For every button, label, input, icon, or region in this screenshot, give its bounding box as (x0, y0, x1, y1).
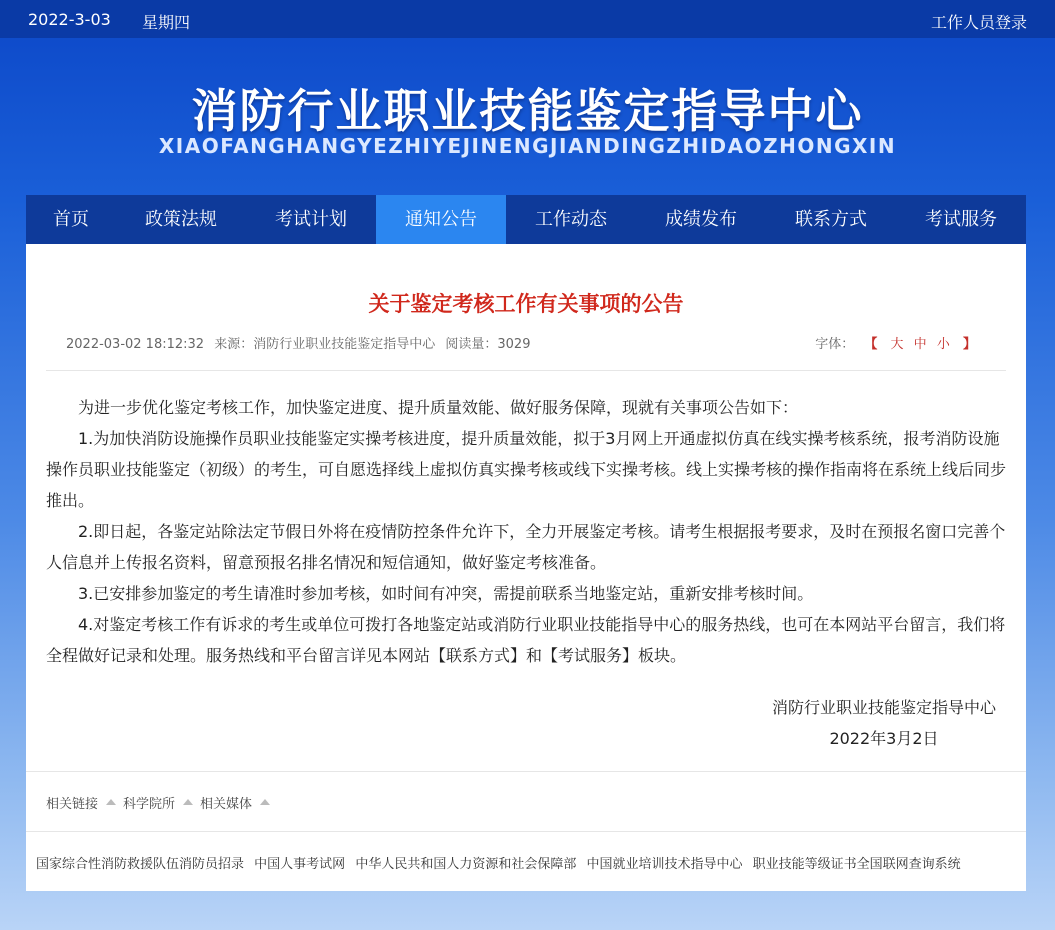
footer-links (36, 853, 967, 872)
divider (26, 831, 1026, 832)
nav-item-home[interactable]: 首页 (53, 209, 89, 230)
nav-item-notices[interactable]: 通知公告 (376, 195, 506, 244)
site-banner (0, 38, 1055, 195)
bracket-open: 【 (864, 337, 878, 352)
nav-item-policy[interactable]: 政策法规 (145, 209, 217, 230)
font-size-switcher (815, 333, 982, 352)
site-title-pinyin: XIAOFANGHANGYEZHIYEJINENGJIANDINGZHIDAOZHONGXIN (158, 134, 897, 158)
footer-link-personnel-exam[interactable]: 中国人事考试网 (254, 857, 346, 872)
bracket-close: 】 (962, 337, 976, 352)
triangle-up-icon (260, 799, 270, 805)
divider (26, 771, 1026, 772)
triangle-up-icon (106, 799, 116, 805)
top-bar (0, 0, 1055, 38)
footer-link-firefighter-recruit[interactable]: 国家综合性消防救援队伍消防员招录 (36, 857, 245, 872)
divider (46, 370, 1006, 371)
font-size-medium-button[interactable]: 中 (913, 337, 927, 352)
footer-link-mohrss[interactable]: 中华人民共和国人力资源和社会保障部 (355, 857, 577, 872)
triangle-up-icon (183, 799, 193, 805)
article-paragraph: 3.已安排参加鉴定的考生请准时参加考核，如时间有冲突，需提前联系当地鉴定站，重新安排考核时间。 (78, 584, 814, 603)
footer-link-cert-query[interactable]: 职业技能等级证书全国联网查询系统 (752, 857, 961, 872)
article-paragraph: 4.对鉴定考核工作有诉求的考生或单位可拨打各地鉴定站或消防行业职业技能指导中心的服务热线，也可在本网站平台留言，我们将全程做好记录和处理。服务热线和平台留言详见本网站【联系方式】和【考试服务】板块。 (46, 615, 1006, 665)
current-date: 2022-3-03 (28, 10, 111, 29)
nav-item-work-news[interactable]: 工作动态 (535, 209, 607, 230)
related-links-bar (46, 793, 277, 812)
article-meta (66, 333, 536, 352)
related-links-tab[interactable]: 相关链接 (46, 797, 99, 812)
article-signature-block (772, 692, 996, 754)
nav-item-contact[interactable]: 联系方式 (795, 209, 867, 230)
font-size-small-button[interactable]: 小 (936, 337, 950, 352)
font-size-label: 字体： (815, 337, 855, 352)
article-sign-date: 2022年3月2日 (829, 729, 939, 748)
article-panel (26, 244, 1026, 891)
article-paragraph: 2.即日起，各鉴定站除法定节假日外将在疫情防控条件允许下，全力开展鉴定考核。请考生根据报考要求，及时在预报名窗口完善个人信息并上传报名资料，留意预报名排名情况和短信通知，做好鉴定考核准备。 (46, 522, 1006, 572)
research-institutes-tab[interactable]: 科学院所 (123, 797, 176, 812)
article-title: 关于鉴定考核工作有关事项的公告 (368, 292, 684, 316)
main-nav (26, 195, 1026, 244)
footer-link-employment-training[interactable]: 中国就业培训技术指导中心 (586, 857, 743, 872)
article-signature: 消防行业职业技能鉴定指导中心 (771, 698, 996, 717)
article-body (46, 392, 1006, 671)
article-source: 来源：消防行业职业技能鉴定指导中心 (214, 337, 436, 352)
article-paragraph: 1.为加快消防设施操作员职业技能鉴定实操考核进度，提升质量效能，拟于3月网上开通虚拟仿真在线实操考核系统，报考消防设施操作员职业技能鉴定（初级）的考生，可自愿选择线上虚拟仿真实操考核或线下实操考核。线上实操考核的操作指南将在系统上线后同步推出。 (46, 429, 1007, 510)
nav-item-exam-service[interactable]: 考试服务 (925, 209, 997, 230)
nav-item-results[interactable]: 成绩发布 (665, 209, 737, 230)
site-title: 消防行业职业技能鉴定指导中心 (191, 84, 864, 138)
nav-item-exam-plan[interactable]: 考试计划 (275, 209, 347, 230)
article-paragraph: 为进一步优化鉴定考核工作，加快鉴定进度、提升质量效能、做好服务保障，现就有关事项公告如下： (78, 398, 799, 417)
font-size-large-button[interactable]: 大 (890, 337, 904, 352)
article-datetime: 2022-03-02 18:12:32 (66, 337, 205, 352)
current-weekday: 星期四 (142, 13, 191, 32)
article-views: 阅读量：3029 (445, 337, 531, 352)
staff-login-link[interactable]: 工作人员登录 (930, 13, 1027, 32)
related-media-tab[interactable]: 相关媒体 (200, 797, 253, 812)
